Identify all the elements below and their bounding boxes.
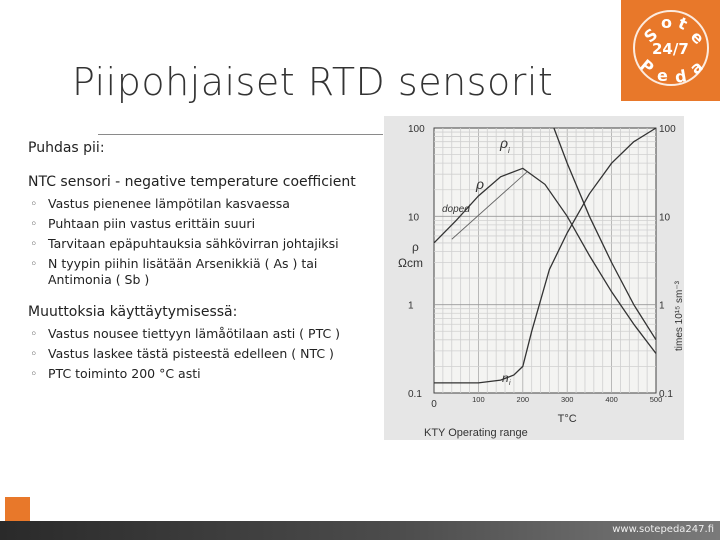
changes-bullet: ◦ Vastus laskee tästä pisteestä edelleen ( NTC ) [28,344,388,364]
ntc-heading: NTC sensori - negative temperature coefficient [28,174,356,190]
intro-text: Puhdas pii: [28,140,105,156]
y-tick-label-right: 10 [659,212,671,224]
y-tick-label-left: 100 [408,124,425,135]
bullet-marker: ◦ [30,326,38,341]
x-tick-label: 500 [649,395,663,404]
operating-range-label: KTY Operating range [424,427,528,439]
footer-url: www.sotepeda247.fi [612,524,714,535]
y-tick-label-right: 0.1 [659,389,673,400]
changes-heading: Muuttoksia käyttäytymisessä: [28,304,238,320]
label-n-i: n [502,371,509,385]
bullet-marker: ◦ [30,196,38,211]
bullet-marker: ◦ [30,256,38,271]
label-doped: doped [442,204,470,215]
page-title: Piipohjaiset RTD sensorit [72,60,554,104]
label-rho-i: ρ [500,135,509,151]
bullet-marker: ◦ [30,366,38,381]
y-axis-label-right: times 10¹⁵ sm⁻³ [674,281,684,351]
logo-letter: o [661,13,672,32]
ntc-bullet: ◦ N tyypin piihin lisätään Arsenikkiä ( As ) tai Antimonia ( Sb ) [30,256,318,287]
y-axis-label-left: ρ [412,240,419,254]
x-tick-label: 300 [560,395,574,404]
footer-bar [0,521,720,540]
title-divider [98,134,383,135]
sotepeda-logo [621,0,720,101]
logo-letter: e [657,66,668,85]
y-tick-label-right: 100 [659,124,676,135]
x-tick-label: 0 [431,399,437,410]
y-tick-label-left: 0.1 [408,389,422,400]
plot-area [434,128,656,393]
label-n-i-sub: i [509,380,511,387]
logo-center-text: 24/7 [652,40,689,58]
x-tick-label: 400 [605,395,618,404]
x-axis-label: T°C [557,413,577,425]
chart-svg [384,116,684,440]
y-tick-label-left: 10 [408,212,420,224]
label-rho: ρ [476,176,485,192]
slide-body [28,140,388,384]
y-tick-label-left: 1 [408,300,414,312]
ntc-bullet: ◦ Tarvitaan epäpuhtauksia sähkövirran johtajiksi [28,234,388,254]
x-tick-label: 200 [516,395,530,404]
changes-bullet: ◦ Vastus nousee tiettyyn lämåötilaan asti ( PTC ) [28,324,388,344]
x-tick-label: 100 [472,395,485,404]
logo-letter: t [675,13,691,34]
bullet-marker: ◦ [30,216,38,231]
logo-letter: d [673,66,689,87]
changes-bullet: ◦ PTC toiminto 200 °C asti [28,364,388,384]
ntc-bullet: ◦ Vastus pienenee lämpötilan kasvaessa [28,194,388,214]
logo-letter: P [636,55,658,78]
logo-letter: e [686,26,708,49]
resistivity-chart [384,116,684,440]
label-rho-i-sub: i [508,146,510,155]
y-axis-label-unit: Ωcm [398,256,423,270]
logo-letter: a [686,56,707,79]
ntc-bullet: ◦ Puhtaan piin vastus erittäin suuri [28,214,388,234]
bullet-marker: ◦ [30,236,38,251]
y-tick-label-right: 1 [659,300,665,312]
bullet-marker: ◦ [30,346,38,361]
logo-letter: S [640,24,662,47]
